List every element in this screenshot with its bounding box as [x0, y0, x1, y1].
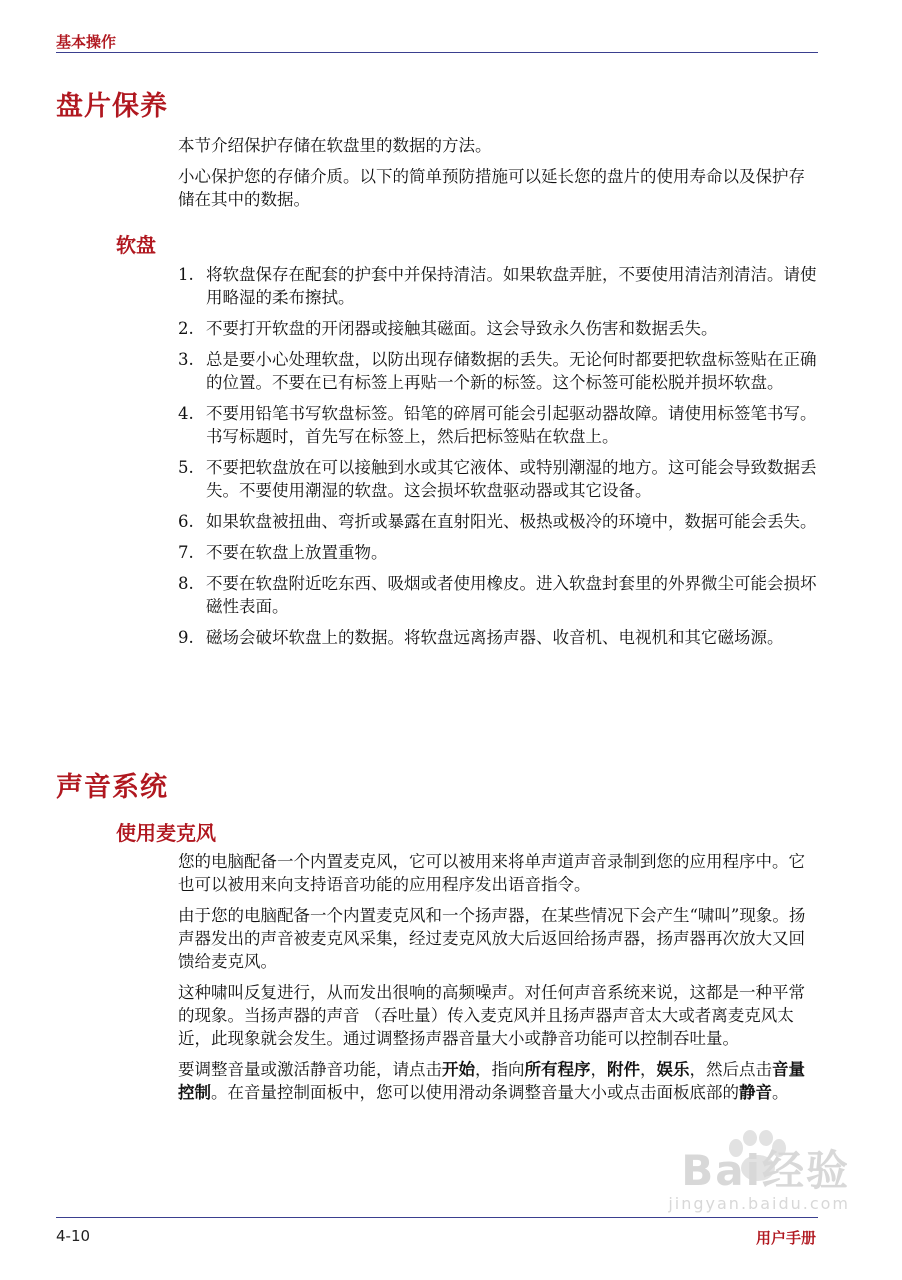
header-rule	[56, 52, 818, 53]
subsection-title-microphone: 使用麦克风	[116, 821, 216, 845]
list-item: 1. 将软盘保存在配套的护套中并保持清洁。如果软盘弄脏，不要使用清洁剂清洁。请使用略湿的柔布擦拭。	[178, 265, 817, 307]
intro-paragraph: 本节介绍保护存储在软盘里的数据的方法。	[178, 136, 492, 155]
list-item: 4. 不要用铅笔书写软盘标签。铅笔的碎屑可能会引起驱动器故障。请使用标签笔书写。书写标题时，首先写在标签上，然后把标签贴在软盘上。	[178, 404, 817, 446]
volume-instructions-paragraph: 要调整音量或激活静音功能，请点击开始，指向所有程序，附件，娱乐，然后点击音量控制。在音量控制面板中，您可以使用滑动条调整音量大小或点击面板底部的静音。	[178, 1060, 805, 1102]
baidu-watermark	[668, 1148, 850, 1213]
menu-path-accessories: 附件	[607, 1060, 640, 1079]
watermark-url: jingyan.baidu.com	[668, 1194, 850, 1213]
subsection-title-floppy: 软盘	[116, 233, 156, 257]
list-item: 3. 总是要小心处理软盘，以防出现存储数据的丢失。无论何时都要把软盘标签贴在正确的位置。不要在已有标签上再贴一个新的标签。这个标签可能松脱并损坏软盘。	[178, 350, 817, 392]
paragraph: 由于您的电脑配备一个内置麦克风和一个扬声器，在某些情况下会产生“啸叫”现象。扬声器发出的声音被麦克风采集，经过麦克风放大后返回给扬声器，扬声器再次放大又回馈给麦克风。	[178, 906, 806, 971]
disk-care-intro	[178, 134, 818, 219]
intro-paragraph: 小心保护您的存储介质。以下的简单预防措施可以延长您的盘片的使用寿命以及保护存储在其中的数据。	[178, 167, 805, 209]
watermark-brand: Bai经验	[681, 1146, 850, 1195]
menu-path-all-programs: 所有程序	[524, 1060, 591, 1079]
paragraph: 您的电脑配备一个内置麦克风，它可以被用来将单声道声音录制到您的应用程序中。它也可以被用来向支持语音功能的应用程序发出语音指令。	[178, 852, 805, 894]
microphone-body	[178, 850, 818, 1112]
menu-path-entertainment: 娱乐	[656, 1060, 690, 1079]
manual-title: 用户手册	[755, 1229, 816, 1247]
list-item: 9. 磁场会破坏软盘上的数据。将软盘远离扬声器、收音机、电视机和其它磁场源。	[178, 628, 784, 647]
list-item: 8. 不要在软盘附近吃东西、吸烟或者使用橡皮。进入软盘封套里的外界微尘可能会损坏磁性表面。	[178, 574, 817, 616]
section-title-sound: 声音系统	[56, 772, 168, 803]
section-title-disk-care: 盘片保养	[56, 91, 168, 122]
paragraph: 这种啸叫反复进行，从而发出很响的高频噪声。对任何声音系统来说，这都是一种平常的现象。当扬声器的声音 （吞吐量）传入麦克风并且扬声器声音太大或者离麦克风太近，此现象就会发生。通过调整扬声器音量大小或静音功能可以控制吞吐量。	[178, 983, 805, 1048]
page-number: 4-10	[56, 1227, 91, 1245]
list-item: 5. 不要把软盘放在可以接触到水或其它液体、或特别潮湿的地方。这可能会导致数据丢失。不要使用潮湿的软盘。这会损坏软盘驱动器或其它设备。	[178, 458, 817, 500]
list-item: 2. 不要打开软盘的开闭器或接触其磁面。这会导致永久伤害和数据丢失。	[178, 319, 718, 338]
running-header: 基本操作	[56, 33, 117, 51]
list-item: 7. 不要在软盘上放置重物。	[178, 543, 388, 562]
list-item: 6. 如果软盘被扭曲、弯折或暴露在直射阳光、极热或极冷的环境中，数据可能会丢失。	[178, 512, 817, 531]
menu-path-volume-control: 音量控制	[178, 1060, 805, 1102]
footer-rule	[56, 1217, 818, 1218]
mute-label: 静音	[739, 1083, 772, 1102]
floppy-care-list	[178, 263, 818, 657]
menu-path-start: 开始	[442, 1060, 475, 1079]
